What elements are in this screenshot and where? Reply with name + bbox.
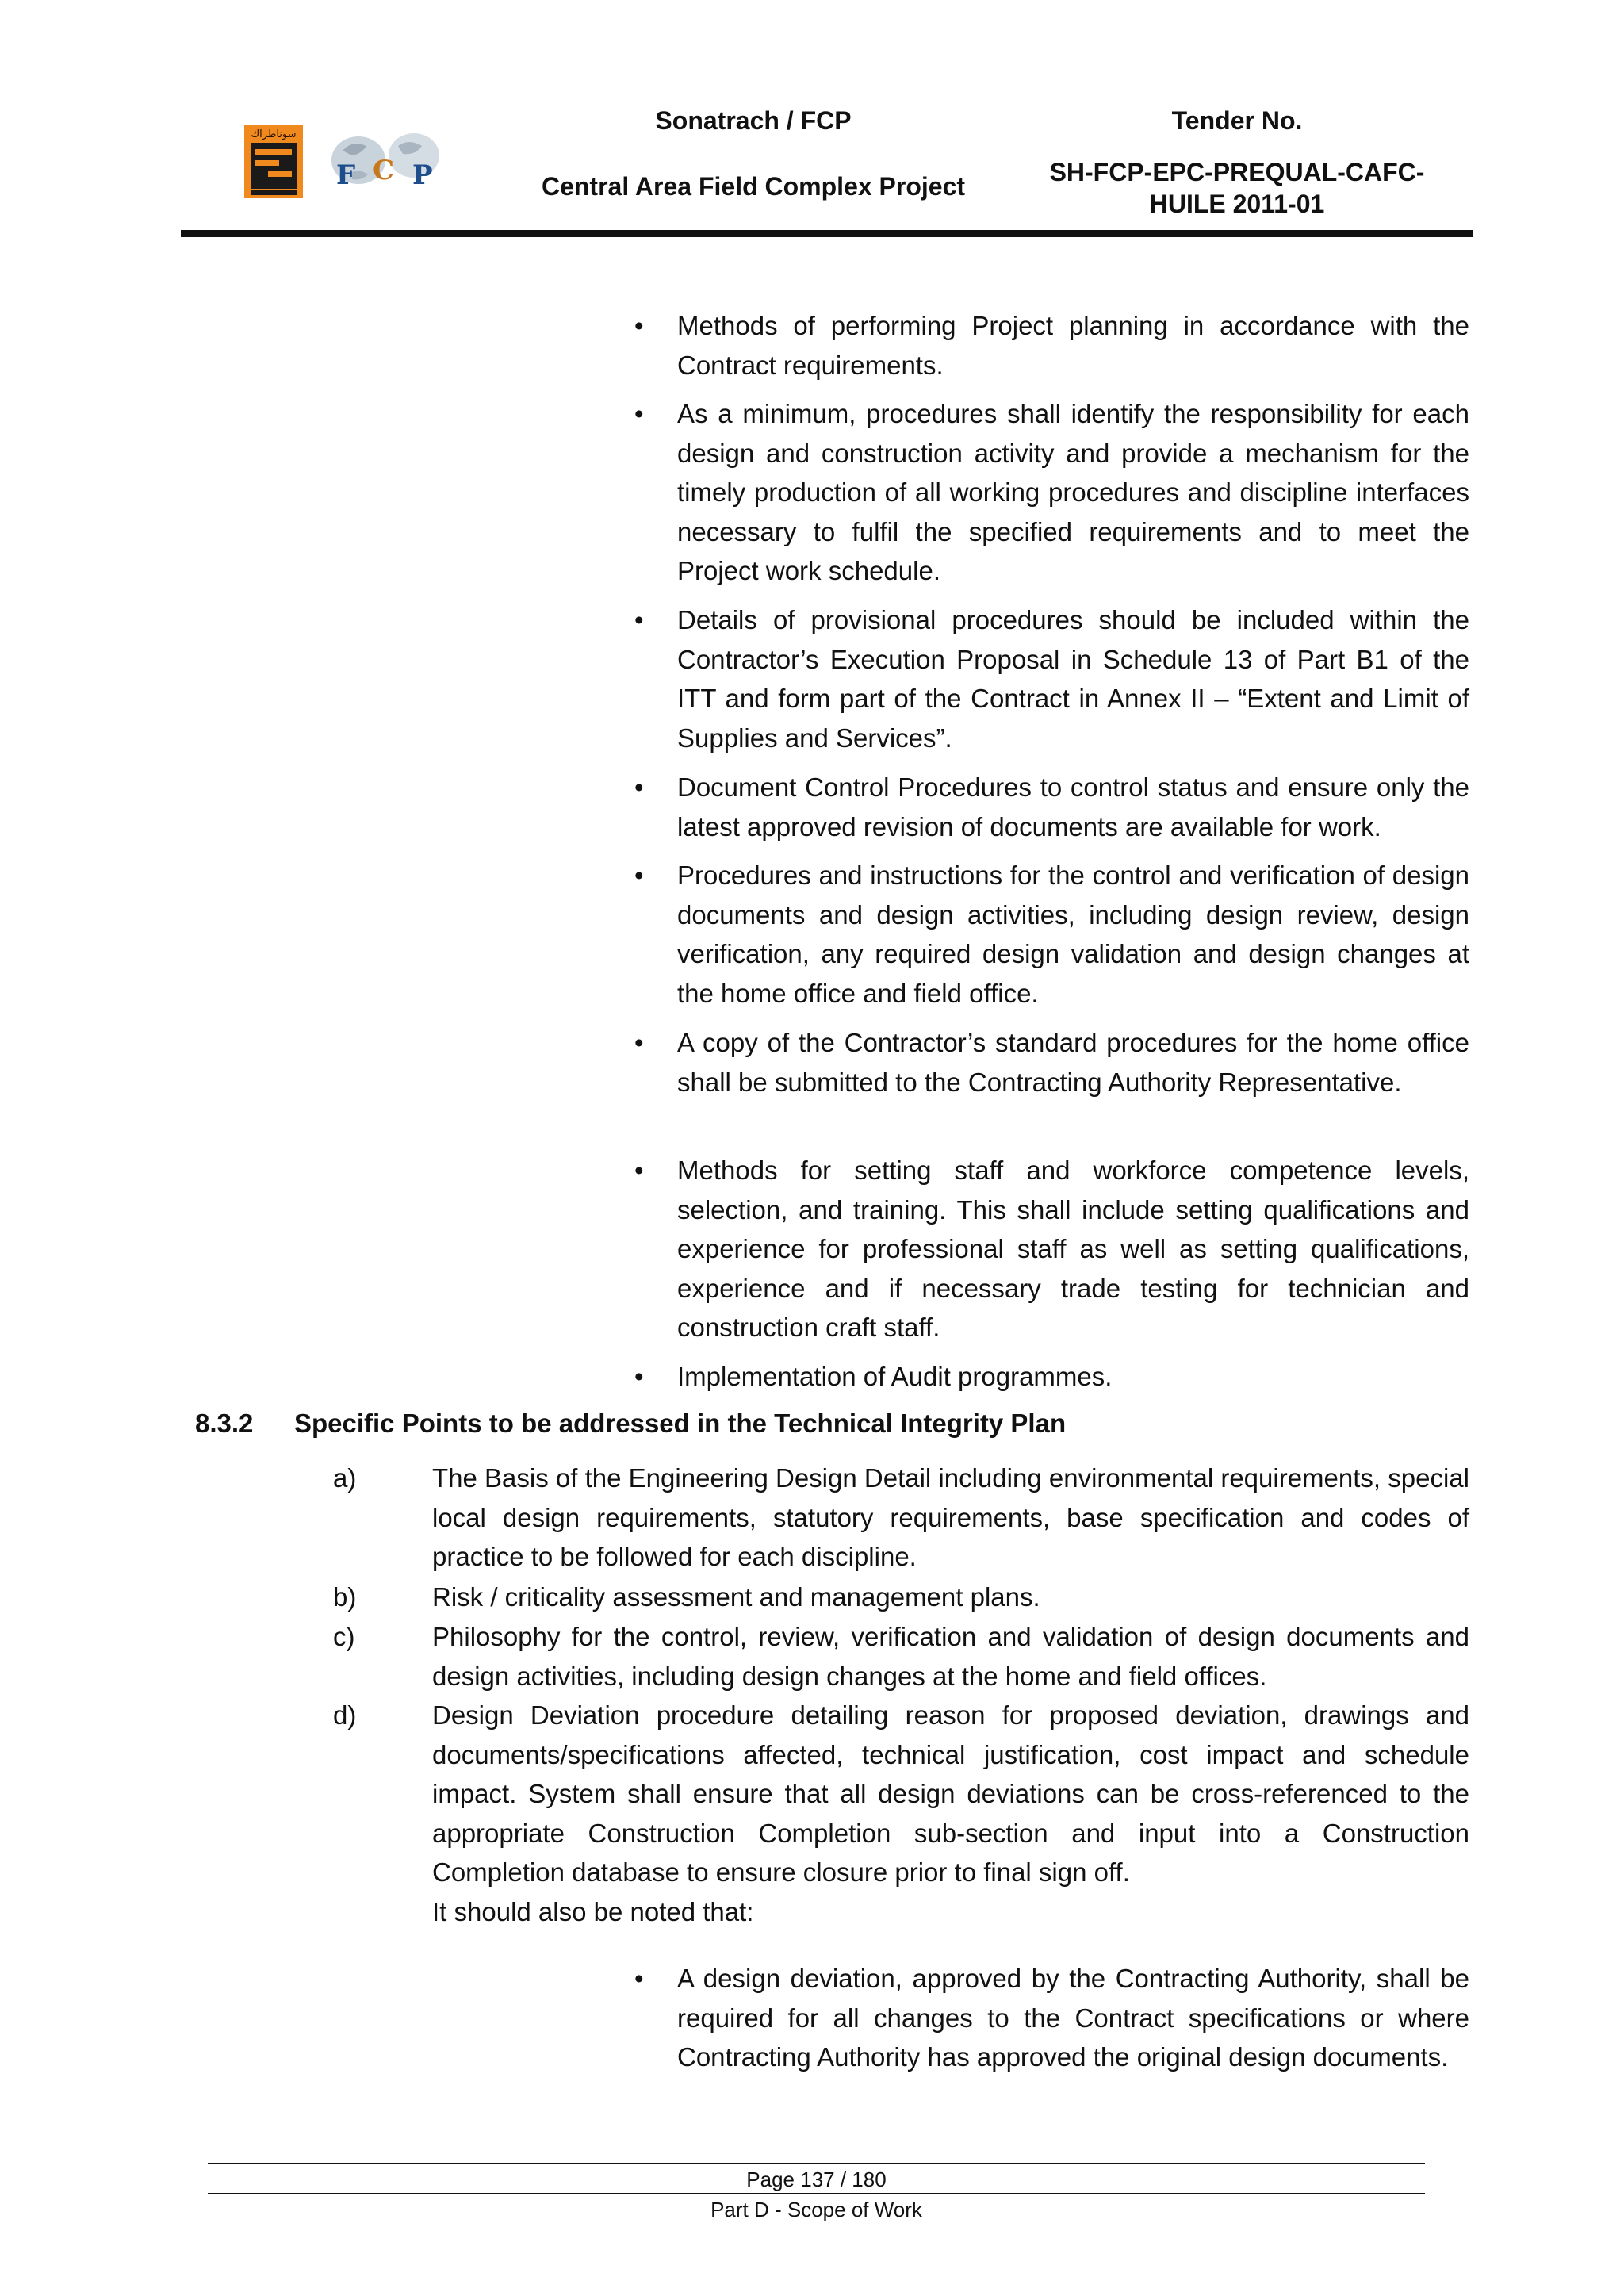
bullet-icon: • bbox=[634, 605, 644, 634]
enum-label: b) bbox=[333, 1582, 357, 1612]
bullet-text: A design deviation, approved by the Contracting Authority, shall be required for all changes to the Contract specifications or where Contracting Authority has approved the original design documents. bbox=[677, 1964, 1469, 2072]
enum-label: c) bbox=[333, 1622, 355, 1651]
footer-part: Part D - Scope of Work bbox=[710, 2198, 922, 2221]
fcp-logo bbox=[319, 127, 454, 198]
page-number: Page 137 / 180 bbox=[746, 2168, 887, 2191]
tender-label: Tender No. bbox=[1171, 106, 1303, 135]
bullet-text: Details of provisional procedures should be included within the Contractor’s Execution Proposal in Schedule 13 of Part B1 of the ITT and form part of the Contract in Annex II – “Extent and Limit of Supplies and Services”. bbox=[677, 605, 1469, 753]
bullet-icon: • bbox=[634, 1362, 644, 1391]
svg-text:P: P bbox=[412, 159, 433, 191]
bullet-icon: • bbox=[634, 1156, 644, 1185]
header-rule bbox=[181, 230, 1473, 237]
enum-text: Risk / criticality assessment and management plans. bbox=[432, 1582, 1040, 1612]
bullet-text: Methods for setting staff and workforce competence levels, selection, and training. This shall include setting qualifications and experience for professional staff as well as setting qualifications, experience and if necessary trade testing for technician and construction craft staff. bbox=[677, 1156, 1469, 1342]
bullet-icon: • bbox=[634, 311, 644, 340]
section-title: Specific Points to be addressed in the Technical Integrity Plan bbox=[294, 1409, 1067, 1438]
enum-text: Philosophy for the control, review, verification and validation of design documents and design activities, including design changes at the home and field offices. bbox=[432, 1622, 1469, 1691]
bullet-icon: • bbox=[634, 1028, 644, 1057]
tender-number: SH-FCP-EPC-PREQUAL-CAFC-HUILE 2011-01 bbox=[1049, 158, 1425, 218]
bullet-text: Methods of performing Project planning in accordance with the Contract requirements. bbox=[677, 311, 1469, 380]
enum-text: The Basis of the Engineering Design Detail including environmental requirements, special local design requirements, statutory requirements, base specification and codes of practice to be followed for each discipline. bbox=[432, 1463, 1469, 1571]
sonatrach-logo-mark bbox=[244, 125, 303, 198]
footer-rule-bottom bbox=[208, 2193, 1425, 2194]
sonatrach-logo-arabic-text: سوناطراك bbox=[251, 128, 297, 140]
header-title: Sonatrach / FCP bbox=[655, 106, 852, 135]
enum-label: d) bbox=[333, 1700, 357, 1730]
bullet-text: Document Control Procedures to control status and ensure only the latest approved revision of documents are available for work. bbox=[677, 772, 1469, 841]
svg-text:F: F bbox=[336, 159, 356, 191]
section-number: 8.3.2 bbox=[195, 1409, 254, 1438]
bullet-text: As a minimum, procedures shall identify the responsibility for each design and construction activity and provide a mechanism for the timely production of all working procedures and discipline interfaces necessary to fulfil the specified requirements and to meet the Project work schedule. bbox=[677, 399, 1469, 585]
enum-text: Design Deviation procedure detailing reason for proposed deviation, drawings and documents/specifications affected, technical justification, cost impact and schedule impact. System shall ensure that all design deviations can be cross-referenced to the appropriate Construction Completion sub-section and input into a Construction Completion database to ensure closure prior to final sign off. bbox=[432, 1700, 1469, 1887]
sonatrach-logo bbox=[244, 125, 303, 198]
bullet-text: A copy of the Contractor’s standard procedures for the home office shall be submitted to the Contracting Authority Representative. bbox=[677, 1028, 1469, 1097]
note-intro: It should also be noted that: bbox=[432, 1897, 754, 1926]
bullet-text: Procedures and instructions for the control and verification of design documents and design activities, including design review, design verification, any required design validation and design changes at the home office and field office. bbox=[677, 861, 1469, 1008]
bullet-icon: • bbox=[634, 772, 644, 802]
svg-text:C: C bbox=[373, 155, 395, 186]
bullet-icon: • bbox=[634, 399, 644, 428]
header-subtitle: Central Area Field Complex Project bbox=[541, 172, 966, 201]
footer-rule-top bbox=[208, 2163, 1425, 2164]
fcp-globe-mark bbox=[319, 127, 454, 198]
enum-label: a) bbox=[333, 1463, 357, 1493]
bullet-icon: • bbox=[634, 861, 644, 890]
bullet-icon: • bbox=[634, 1964, 644, 1993]
bullet-text: Implementation of Audit programmes. bbox=[677, 1362, 1113, 1391]
